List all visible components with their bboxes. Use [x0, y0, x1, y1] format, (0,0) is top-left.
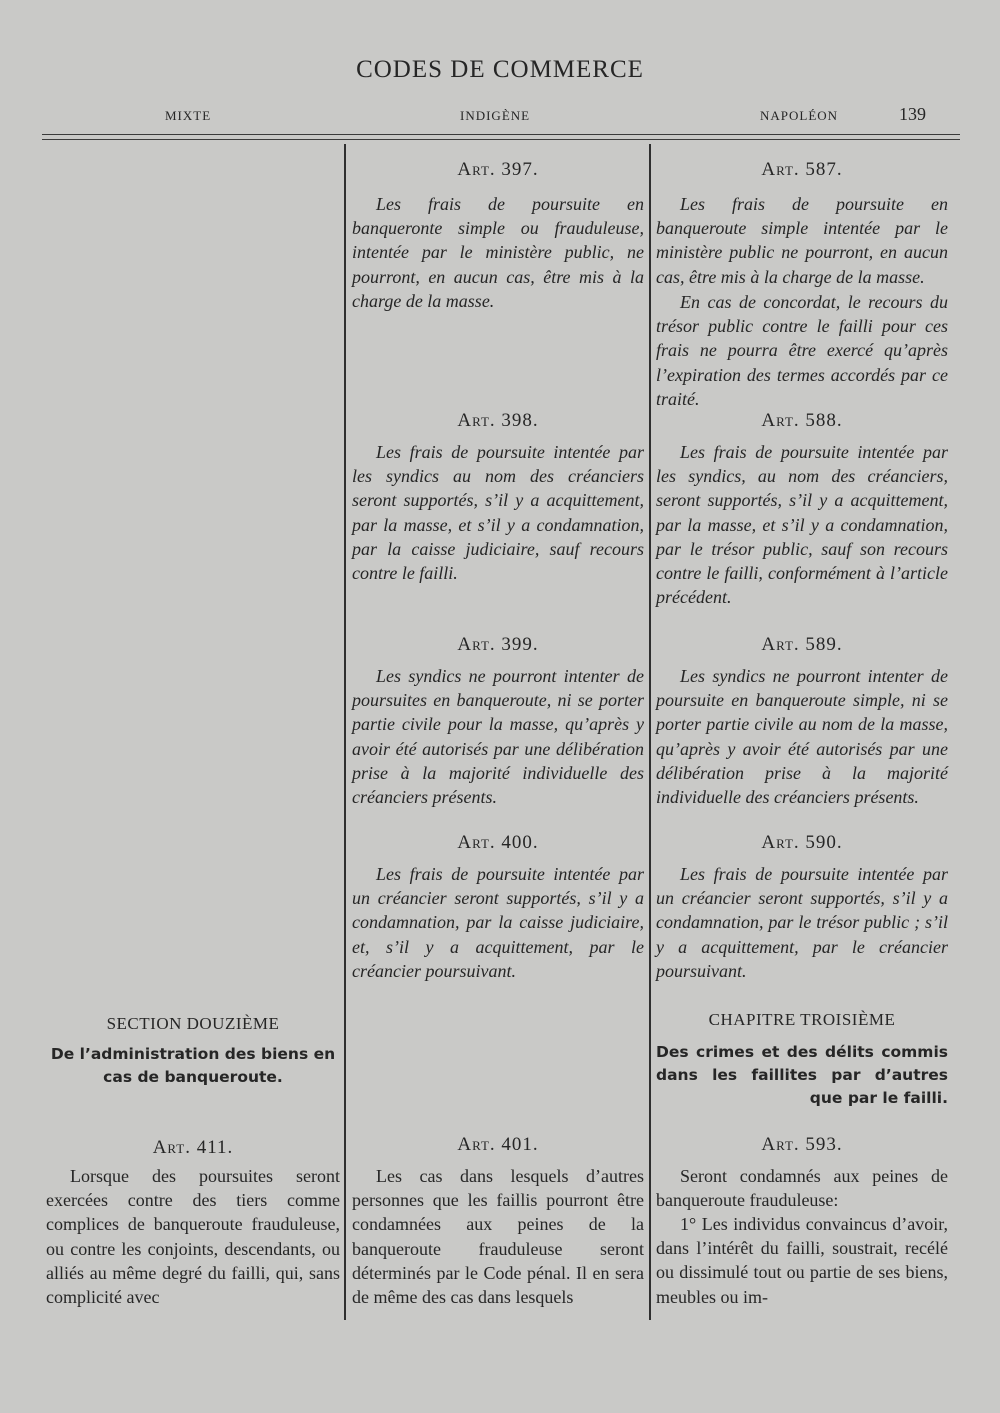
article-590-heading: Art. 590. [761, 832, 843, 853]
article-588-heading: Art. 588. [761, 410, 843, 431]
article-593-text: Seront condamnés aux peines de banqueroute frauduleuse: [656, 1166, 948, 1211]
column-divider-left [344, 144, 346, 1320]
article-593-heading: Art. 593. [761, 1134, 843, 1155]
section-title: SECTION DOUZIÈME [106, 1014, 280, 1033]
article-587-text: Les frais de poursuite en banqueroute simple intentée par le ministère public ne pourront, en aucun cas, être mis à la charge de la masse. [656, 194, 948, 287]
page-title: CODES DE COMMERCE [356, 56, 644, 83]
article-399-text: Les syndics ne pourront intenter de poursuites en banqueroute, ni se porter partie civile pour la masse, qu’après y avoir été autorisés par une délibération prise à la majorité individuelle des créanciers présents. [352, 666, 644, 808]
article-411-text: Lorsque des poursuites seront exercées contre des tiers comme complices de banqueroute frauduleuse, ou contre les conjoints, descendants, ou alliés au même degré du failli, qui, sans complicité avec [46, 1166, 340, 1308]
article-590-text: Les frais de poursuite intentée par un créancier seront supportés, s’il y a condamnation, par le trésor public ; s’il y a acquittement, par le créancier poursuivant. [656, 864, 948, 981]
article-589-heading: Art. 589. [761, 634, 843, 655]
article-411-heading: Art. 411. [152, 1137, 234, 1158]
column-divider-right [649, 144, 651, 1320]
section-subtitle: De l’administration des biens en cas de banqueroute. [50, 1045, 336, 1086]
header-rule-top [42, 134, 960, 135]
article-398-text: Les frais de poursuite intentée par les syndics au nom des créanciers seront supportés, s’il y a acquittement, par la masse, et s’il y a condamnation, par la caisse judiciaire, sauf recours contre le failli. [352, 442, 644, 584]
page-number: 139 [899, 104, 926, 124]
header-rule-bottom [42, 139, 960, 140]
article-400-heading: Art. 400. [457, 832, 539, 853]
article-401-text: Les cas dans lesquels d’autres personnes que les faillis pourront être condamnées aux peines de la banqueroute frauduleuse seront déterminés par le Code pénal. Il en sera de même des cas dans lesquels [352, 1166, 644, 1308]
article-588-text: Les frais de poursuite intentée par les syndics, au nom des créanciers, seront supportés, s’il y a acquittement, par la masse, et s’il y a condamnation, par le trésor public, sauf son recours contre le failli, conformément à l’article précédent. [656, 442, 948, 608]
chapter-subtitle: Des crimes et des délits commis dans les faillites par d’autres que par le failli. [656, 1043, 948, 1107]
article-593-text-2: 1° Les individus convaincus d’avoir, dans l’intérêt du failli, soustrait, recélé ou dissimulé tout ou partie de ses biens, meubles ou im- [656, 1214, 948, 1307]
article-401-heading: Art. 401. [457, 1134, 539, 1155]
article-400-text: Les frais de poursuite intentée par un créancier seront supportés, s’il y a condamnation, par la caisse judiciaire, et, s’il y a acquittement, par le créancier poursuivant. [352, 864, 644, 981]
article-399-heading: Art. 399. [457, 634, 539, 655]
article-587-text-2: En cas de concordat, le recours du trésor public contre le failli pour ces frais ne pourra être exercé qu’après l’expiration des termes accordés par ce traité. [656, 292, 948, 409]
article-397-text: Les frais de poursuite en banqueronte simple ou frauduleuse, intentée par le ministère public, ne pourront, en aucun cas, être mis à la charge de la masse. [352, 194, 644, 311]
column-header-napoleon: NAPOLÉON [760, 108, 839, 123]
article-398-heading: Art. 398. [457, 410, 539, 431]
column-header-mixte: MIXTE [165, 108, 212, 123]
column-header-indigene: INDIGÈNE [460, 108, 531, 123]
article-589-text: Les syndics ne pourront intenter de poursuite en banqueroute simple, ni se porter partie civile au nom de la masse, qu’après y avoir été autorisés par une délibération prise à la majorité individuelle des créanciers présents. [656, 666, 948, 808]
article-587-heading: Art. 587. [761, 159, 843, 180]
article-397-heading: Art. 397. [457, 159, 539, 180]
chapter-title: CHAPITRE TROISIÈME [708, 1010, 896, 1029]
